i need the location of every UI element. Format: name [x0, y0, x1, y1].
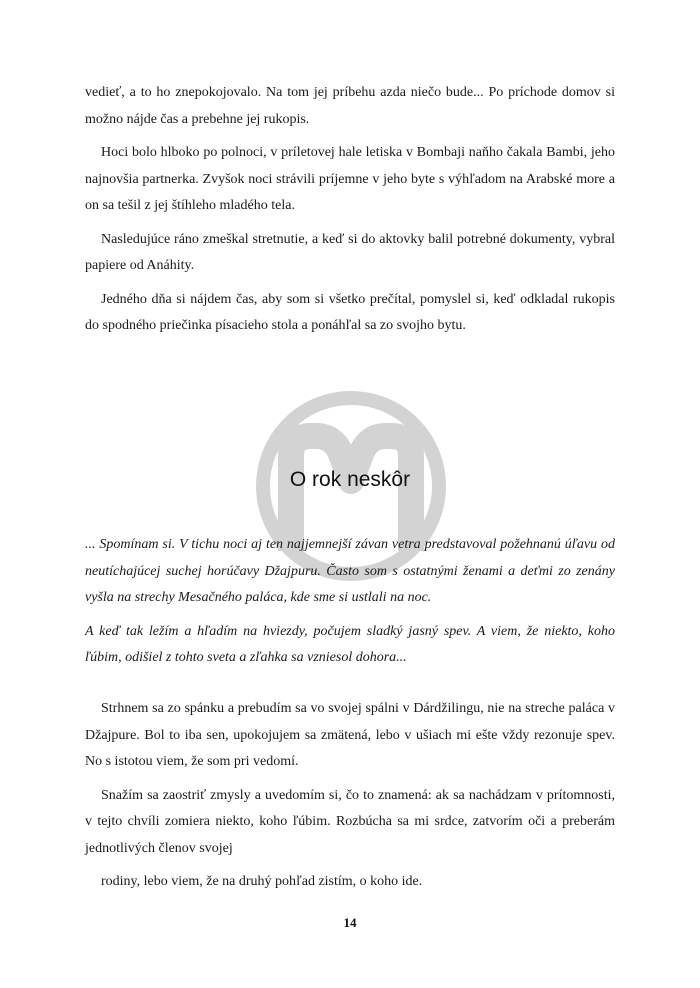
italic-paragraph: ... Spomínam si. V tichu noci aj ten najjemnejší závan vetra predstavoval požehnanú úľavu od neutíchajúcej suchej horúčavy Džajpuru. Často som s ostatnými ženami a deťmi zo zenány vyšla na strechy Mesačného paláca, kde sme si ustlali na noc. — [85, 537, 615, 605]
paragraph: rodiny, lebo viem, že na druhý pohľad zistím, o koho ide. — [101, 874, 423, 889]
italic-section — [85, 532, 615, 679]
paragraph: Strhnem sa zo spánku a prebudím sa vo svojej spálni v Dárdžilingu, nie na streche paláca v Džajpure. Bol to iba sen, upokojujem sa zmätená, lebo v ušiach mi ešte vždy rezonuje spev. No s istotou viem, že som pri vedomí. — [85, 701, 615, 769]
paragraph: Hoci bolo hlboko po polnoci, v príletovej hale letiska v Bombaji naňho čakala Bambi, jeho najnovšia partnerka. Zvyšok noci strávili príjemne v jeho byte s výhľadom na Arabské more a on sa tešil z jej štíhleho mladého tela. — [85, 145, 615, 213]
page-number: 14 — [343, 915, 357, 930]
body-text-bottom — [85, 696, 615, 903]
chapter-title: O rok neskôr — [289, 468, 411, 491]
paragraph: Jedného dňa si nájdem čas, aby som si všetko prečítal, pomyslel si, keď odkladal rukopis do spodného priečinka písacieho stola a ponáhľal sa zo svojho bytu. — [85, 291, 615, 333]
paragraph: vedieť, a to ho znepokojovalo. Na tom jej príbehu azda niečo bude... Po príchode domov si možno nájde čas a prebehne jej rukopis. — [85, 85, 615, 127]
italic-paragraph: A keď tak ležím a hľadím na hviezdy, počujem sladký jasný spev. A viem, že niekto, koho ľúbim, odišiel z tohto sveta a zľahka sa vzniesol dohora... — [85, 623, 615, 665]
paragraph: Snažím sa zaostriť zmysly a uvedomím si, čo to znamená: ak sa nachádzam v prítomnosti, v tejto chvíli zomiera niekto, koho ľúbim. Rozbúcha sa mi srdce, zatvorím oči a preberám jednotlivých členov svojej — [85, 787, 615, 856]
paragraph: Nasledujúce ráno zmeškal stretnutie, a keď si do aktovky balil potrebné dokumenty, vybral papiere od Anáhity. — [85, 231, 615, 273]
body-text-top — [85, 80, 615, 347]
